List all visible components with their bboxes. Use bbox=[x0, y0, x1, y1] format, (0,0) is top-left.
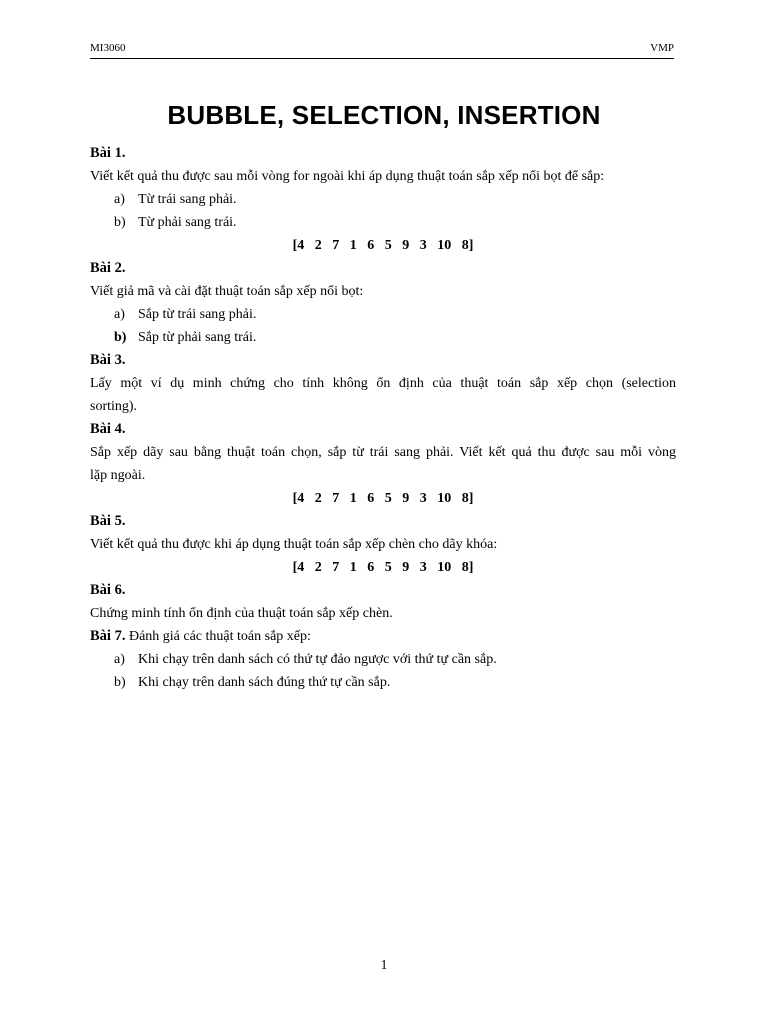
item-text: Từ phải sang trái. bbox=[138, 215, 237, 230]
item-marker: b) bbox=[114, 215, 126, 230]
exercise-3-text-line-1: Lấy một ví dụ minh chứng cho tính không ổn định của thuật toán sắp xếp chọn (selection bbox=[90, 376, 676, 391]
exercise-2-item-a bbox=[90, 303, 676, 326]
exercise-6-title: Bài 6. bbox=[90, 582, 126, 598]
item-text: Khi chạy trên danh sách đúng thứ tự cần sắp. bbox=[138, 675, 391, 690]
exercise-1-title: Bài 1. bbox=[90, 145, 126, 161]
page-header bbox=[90, 42, 674, 59]
exercise-2-text: Viết giả mã và cài đặt thuật toán sắp xếp nổi bọt: bbox=[90, 284, 364, 299]
exercise-7-item-b bbox=[90, 671, 676, 694]
item-marker: a) bbox=[114, 307, 125, 322]
item-text: Sắp từ phải sang trái. bbox=[138, 330, 257, 345]
exercise-1-text: Viết kết quả thu được sau mỗi vòng for ngoài khi áp dụng thuật toán sắp xếp nổi bọt để sắp: bbox=[90, 169, 605, 184]
exercise-1-item-a bbox=[90, 188, 676, 211]
item-marker: a) bbox=[114, 192, 125, 207]
exercise-2-item-b bbox=[90, 326, 676, 349]
item-marker: b) bbox=[114, 675, 126, 690]
exercise-5-text: Viết kết quả thu được khi áp dụng thuật toán sắp xếp chèn cho dãy khóa: bbox=[90, 537, 498, 552]
document-title: BUBBLE, SELECTION, INSERTION bbox=[167, 100, 601, 130]
item-text: Khi chạy trên danh sách có thứ tự đảo ngược với thứ tự cần sắp. bbox=[138, 652, 497, 667]
exercise-3 bbox=[90, 349, 676, 418]
author-initials: VMP bbox=[650, 42, 674, 54]
exercise-2-title: Bài 2. bbox=[90, 260, 126, 276]
exercise-7-title: Bài 7. bbox=[90, 628, 126, 644]
exercise-1-item-b bbox=[90, 211, 676, 234]
exercise-4 bbox=[90, 418, 676, 510]
item-text: Sắp từ trái sang phải. bbox=[138, 307, 257, 322]
item-text: Từ trái sang phải. bbox=[138, 192, 237, 207]
exercise-6 bbox=[90, 579, 676, 625]
exercise-7-item-a bbox=[90, 648, 676, 671]
exercise-4-text-line-1: Sắp xếp dãy sau bằng thuật toán chọn, sắp từ trái sang phải. Viết kết quả thu được sau mỗi vòng bbox=[90, 445, 676, 460]
exercise-2 bbox=[90, 257, 676, 349]
page-number: 1 bbox=[380, 958, 388, 973]
item-marker: a) bbox=[114, 652, 125, 667]
exercise-4-title: Bài 4. bbox=[90, 421, 126, 437]
exercise-5-sequence: [4 2 7 1 6 5 9 3 10 8] bbox=[292, 560, 474, 575]
exercise-6-text: Chứng minh tính ổn định của thuật toán sắp xếp chèn. bbox=[90, 606, 393, 621]
course-code: MI3060 bbox=[90, 42, 126, 54]
exercise-7-text: Đánh giá các thuật toán sắp xếp: bbox=[128, 629, 311, 644]
exercise-3-text-line-2: sorting). bbox=[90, 399, 138, 414]
item-marker: b) bbox=[114, 330, 127, 345]
exercise-list bbox=[90, 142, 676, 694]
exercise-1 bbox=[90, 142, 676, 257]
exercise-5 bbox=[90, 510, 676, 579]
exercise-3-title: Bài 3. bbox=[90, 352, 126, 368]
exercise-1-sequence: [4 2 7 1 6 5 9 3 10 8] bbox=[292, 238, 474, 253]
exercise-4-sequence: [4 2 7 1 6 5 9 3 10 8] bbox=[292, 491, 474, 506]
exercise-5-title: Bài 5. bbox=[90, 513, 126, 529]
exercise-7 bbox=[90, 625, 676, 694]
exercise-4-text-line-2: lặp ngoài. bbox=[90, 468, 146, 483]
exercise-7-header bbox=[90, 625, 676, 648]
